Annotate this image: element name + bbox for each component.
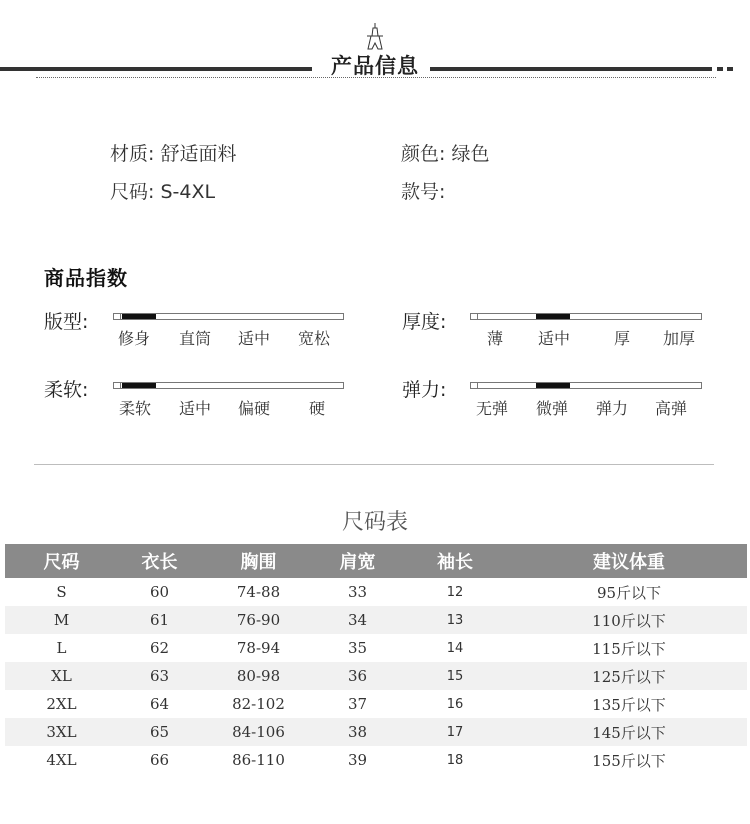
bar-cap <box>113 313 121 320</box>
table-row <box>5 578 747 606</box>
fit-scale-2: 直筒 <box>179 329 212 348</box>
cell-bust: 76-90 <box>201 606 316 634</box>
color-label: 颜色: <box>401 143 446 165</box>
cell-weight: 155斤以下 <box>592 751 666 770</box>
cell-weight: 115斤以下 <box>592 639 666 658</box>
header-dash <box>717 67 723 71</box>
softness-scale-3: 偏硬 <box>238 399 271 418</box>
cell-weight: 145斤以下 <box>511 718 747 746</box>
column-header-sleeve: 袖长 <box>399 544 511 578</box>
cell-bust: 86-110 <box>232 751 285 769</box>
cell-bust: 82-102 <box>232 695 285 713</box>
softness-indicator-bar <box>113 382 344 389</box>
cell-length: 66 <box>149 751 170 769</box>
cell-bust: 74-88 <box>236 583 281 601</box>
size-label: 尺码: <box>110 181 155 203</box>
cell-shoulder: 36 <box>316 662 399 690</box>
cell-length: 61 <box>118 606 201 634</box>
table-row <box>5 690 747 718</box>
cell-sleeve: 15 <box>399 662 511 690</box>
cell-size: M <box>5 606 118 634</box>
cell-size: 4XL <box>46 751 77 769</box>
eiffel-tower-icon <box>361 22 389 50</box>
cell-shoulder: 33 <box>347 583 368 601</box>
style-number-field <box>401 177 445 204</box>
fit-scale-4: 宽松 <box>298 329 331 348</box>
material-field <box>110 139 236 166</box>
thickness-label: 厚度: <box>402 311 447 333</box>
column-header-size: 尺码 <box>5 544 118 578</box>
cell-shoulder: 37 <box>347 695 368 713</box>
cell-length: 63 <box>118 662 201 690</box>
table-header-row <box>5 544 747 578</box>
header-rule-right <box>430 67 712 71</box>
elasticity-indicator-bar <box>470 382 702 389</box>
style-number-label: 款号: <box>401 181 446 203</box>
fit-scale-3: 适中 <box>238 329 271 348</box>
softness-scale-4: 硬 <box>309 399 326 418</box>
cell-size: L <box>56 639 67 657</box>
page-title: 产品信息 <box>331 54 419 78</box>
cell-size: 3XL <box>5 718 118 746</box>
cell-size: XL <box>5 662 118 690</box>
cell-bust: 84-106 <box>201 718 316 746</box>
column-header-length: 衣长 <box>118 544 201 578</box>
bar-cap <box>470 313 478 320</box>
thickness-scale-2: 适中 <box>538 329 571 348</box>
thickness-indicator-bar <box>470 313 702 320</box>
table-row <box>5 662 747 690</box>
thickness-scale-3: 厚 <box>614 329 631 348</box>
softness-scale-2: 适中 <box>179 399 212 418</box>
table-row <box>5 718 747 746</box>
cell-sleeve: 18 <box>446 752 464 768</box>
elasticity-indicator-fill <box>536 383 570 388</box>
cell-length: 62 <box>149 639 170 657</box>
fit-indicator-fill <box>122 314 156 319</box>
fit-indicator-bar <box>113 313 344 320</box>
table-row <box>5 634 747 662</box>
fit-scale-1: 修身 <box>118 329 151 348</box>
section-divider <box>34 464 714 465</box>
size-value: S-4XL <box>160 181 216 203</box>
cell-length: 64 <box>149 695 170 713</box>
cell-weight: 135斤以下 <box>592 695 666 714</box>
bar-cap <box>470 382 478 389</box>
softness-indicator-fill <box>122 383 156 388</box>
cell-shoulder: 34 <box>316 606 399 634</box>
cell-length: 65 <box>118 718 201 746</box>
cell-bust: 78-94 <box>236 639 281 657</box>
thickness-scale-4: 加厚 <box>663 329 696 348</box>
cell-shoulder: 38 <box>316 718 399 746</box>
cell-sleeve: 17 <box>399 718 511 746</box>
size-field <box>110 177 215 204</box>
fit-label: 版型: <box>44 311 89 333</box>
elasticity-scale-2: 微弹 <box>536 399 569 418</box>
cell-sleeve: 13 <box>399 606 511 634</box>
cell-size: 2XL <box>46 695 77 713</box>
cell-size: S <box>56 583 67 601</box>
cell-bust: 80-98 <box>201 662 316 690</box>
column-header-bust: 胸围 <box>201 544 316 578</box>
cell-sleeve: 14 <box>446 640 464 656</box>
cell-weight: 125斤以下 <box>511 662 747 690</box>
table-row <box>5 606 747 634</box>
cell-sleeve: 12 <box>446 584 464 600</box>
cell-sleeve: 16 <box>446 696 464 712</box>
column-header-weight: 建议体重 <box>511 544 747 578</box>
cell-weight: 95斤以下 <box>596 583 662 602</box>
material-value: 舒适面料 <box>160 143 237 165</box>
elasticity-label: 弹力: <box>402 379 447 401</box>
softness-scale-1: 柔软 <box>119 399 152 418</box>
softness-label: 柔软: <box>44 379 89 401</box>
index-title: 商品指数 <box>44 266 128 290</box>
thickness-scale-1: 薄 <box>487 329 504 348</box>
column-header-shoulder: 肩宽 <box>316 544 399 578</box>
cell-shoulder: 35 <box>347 639 368 657</box>
header-rule-left <box>0 67 312 71</box>
cell-weight: 110斤以下 <box>511 606 747 634</box>
table-row <box>5 746 747 774</box>
elasticity-scale-4: 高弹 <box>655 399 688 418</box>
elasticity-scale-1: 无弹 <box>476 399 509 418</box>
thickness-indicator-fill <box>536 314 570 319</box>
material-label: 材质: <box>110 143 155 165</box>
size-table <box>5 544 747 774</box>
cell-length: 60 <box>149 583 170 601</box>
color-value: 绿色 <box>451 143 490 165</box>
size-table-title: 尺码表 <box>341 510 408 535</box>
elasticity-scale-3: 弹力 <box>596 399 629 418</box>
bar-cap <box>113 382 121 389</box>
header-dash <box>727 67 733 71</box>
cell-shoulder: 39 <box>347 751 368 769</box>
color-field <box>401 139 489 166</box>
